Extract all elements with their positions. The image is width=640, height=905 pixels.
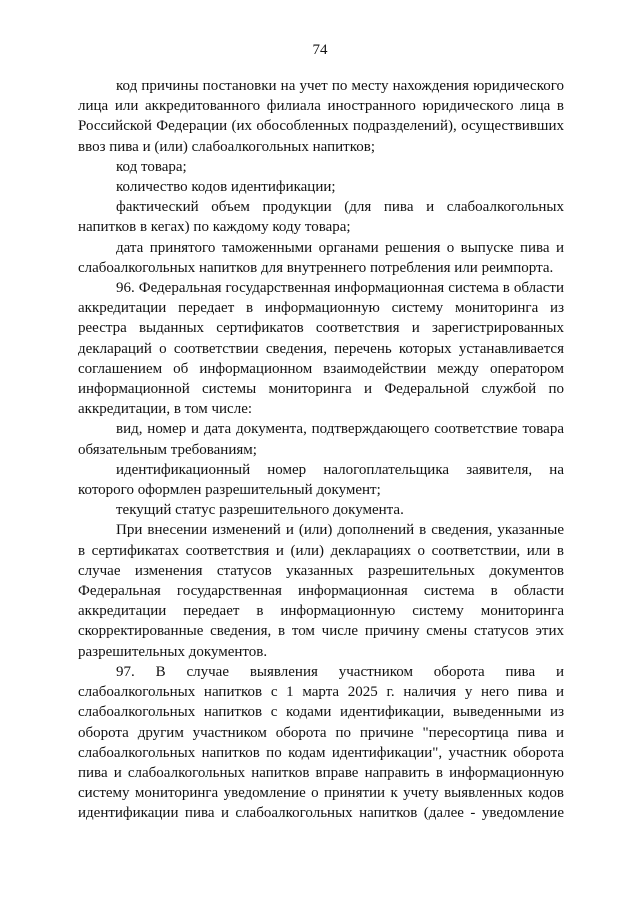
paragraph-changes: При внесении изменений и (или) дополнений в сведения, указанные в сертификатах соответствия и (или) декларациях о соответствии, или в случае изменения статусов указанных разрешительных документов Федеральная государственная информационная система в области аккредитации передает в информационную систему мониторинга скорректированные сведения, в том числе причину смены статусов этих разрешительных документов. <box>78 522 564 660</box>
paragraph-actual-volume: фактический объем продукции (для пива и слабоалкогольных напитков в кегах) по каждому коду товара; <box>78 199 564 236</box>
paragraph-customs-release-date: дата принятого таможенными органами решения о выпуске пива и слабоалкогольных напитков для внутреннего потребления или реимпорта. <box>78 239 564 276</box>
page-number: 74 <box>312 42 328 58</box>
paragraph-code-count: количество кодов идентификации; <box>116 179 336 196</box>
paragraph-product-code: код товара; <box>116 158 187 175</box>
paragraph-kpp: код причины постановки на учет по месту нахождения юридического лица или аккредитованного филиала иностранного юридического лица в Российской Федерации (их обособленных подразделений), осуществивших ввоз пива и (или) слабоалкогольных напитков; <box>78 78 564 155</box>
paragraph-96: 96. Федеральная государственная информационная система в области аккредитации передает в информационную систему мониторинга из реестра выданных сертификатов соответствия и зарегистрированных деклараций о соответствии сведения, перечень которых устанавливается соглашением об информационном взаимодействии между оператором информационной системы мониторинга и Федеральной службой по аккредитации, в том числе: <box>78 280 564 418</box>
document-body <box>78 76 564 824</box>
paragraph-document-type: вид, номер и дата документа, подтверждающего соответствие товара обязательным требованиям; <box>78 421 564 458</box>
paragraph-taxpayer-id: идентификационный номер налогоплательщика заявителя, на которого оформлен разрешительный документ; <box>78 461 564 499</box>
paragraph-current-status: текущий статус разрешительного документа. <box>116 502 404 519</box>
paragraph-97: 97. В случае выявления участником оборота пива и слабоалкогольных напитков с 1 марта 2025 г. наличия у него пива и слабоалкогольных напитков с кодами идентификации, выведенными из оборота другим участником оборота по причине "пересортица пива и слабоалкогольных напитков по кодам идентификации", участник оборота пива и слабоалкогольных напитков вправе направить в информационную систему мониторинга уведомление о принятии к учету выявленных кодов идентификации пива и слабоалкогольных напитков (далее - уведомление <box>78 663 564 822</box>
